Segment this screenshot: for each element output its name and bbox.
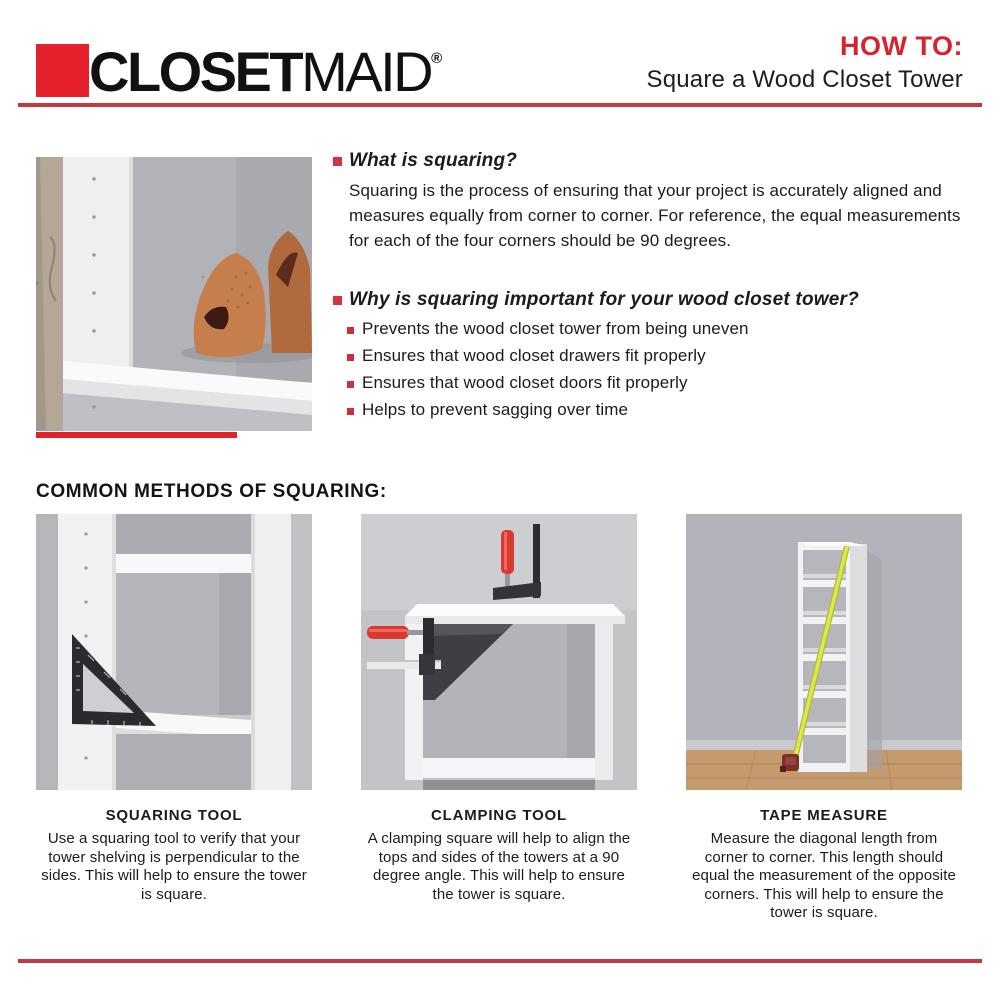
footer-divider: [18, 959, 982, 963]
red-square-bullet-icon: [347, 408, 354, 415]
clamping-tool-illustration: [361, 514, 637, 790]
method-card-squaring-tool: [36, 514, 312, 904]
intro-bullets: [333, 150, 965, 419]
question-1-body: Squaring is the process of ensuring that your project is accurately aligned and measures equally from corner to corner. For reference, the equal measurements for each of the four corners should be 90 degrees.: [349, 181, 961, 250]
squaring-tool-illustration: [36, 514, 312, 790]
logo-wordmark: [89, 30, 442, 101]
method-title: TAPE MEASURE: [760, 807, 888, 824]
question-2-title: Why is squaring important for your wood closet tower?: [349, 289, 859, 310]
header-title-block: [647, 31, 964, 94]
list-item-text: Prevents the wood closet tower from being uneven: [362, 319, 749, 338]
method-card-clamping-tool: [361, 514, 637, 904]
shoe-shelf-photo: [36, 157, 312, 431]
list-item: [347, 320, 965, 338]
closetmaid-logo: [36, 30, 442, 101]
red-square-bullet-icon: [347, 327, 354, 334]
list-item-text: Ensures that wood closet drawers fit properly: [362, 346, 706, 365]
list-item: [347, 347, 965, 365]
question-2: [333, 289, 965, 311]
red-square-bullet-icon: [347, 381, 354, 388]
question-2-list: [347, 320, 965, 419]
method-description: A clamping square will help to align the tops and sides of the towers at a 90 degree angle. This will help to ensure the tower is square.: [367, 830, 631, 903]
tape-measure-illustration: [686, 514, 962, 790]
photo-red-underline: [36, 432, 237, 438]
how-to-label: HOW TO:: [840, 31, 963, 61]
list-item: [347, 401, 965, 419]
logo-text-closet: CLOSET: [89, 40, 302, 103]
list-item: [347, 374, 965, 392]
method-title: CLAMPING TOOL: [431, 807, 567, 824]
question-1: [333, 150, 965, 172]
method-card-tape-measure: [686, 514, 962, 923]
method-description: Measure the diagonal length from corner to corner. This length should equal the measurement of the opposite corners. This will help to ensure the tower is square.: [692, 830, 956, 921]
page-title: Square a Wood Closet Tower: [646, 66, 963, 93]
question-1-title: What is squaring?: [349, 150, 518, 171]
method-description: Use a squaring tool to verify that your tower shelving is perpendicular to the sides. This will help to ensure the tower is square.: [41, 830, 307, 903]
header-divider: [18, 103, 982, 107]
red-square-bullet-icon: [333, 296, 342, 305]
red-square-bullet-icon: [333, 157, 342, 166]
methods-heading: COMMON METHODS OF SQUARING:: [36, 481, 387, 502]
list-item-text: Helps to prevent sagging over time: [362, 400, 629, 419]
logo-text-maid: MAID: [301, 40, 432, 103]
logo-red-square-icon: [36, 44, 89, 97]
list-item-text: Ensures that wood closet doors fit properly: [362, 373, 688, 392]
closet-tower: [798, 542, 867, 772]
red-square-bullet-icon: [347, 354, 354, 361]
registered-trademark-icon: ®: [431, 50, 443, 67]
method-title: SQUARING TOOL: [105, 807, 243, 824]
